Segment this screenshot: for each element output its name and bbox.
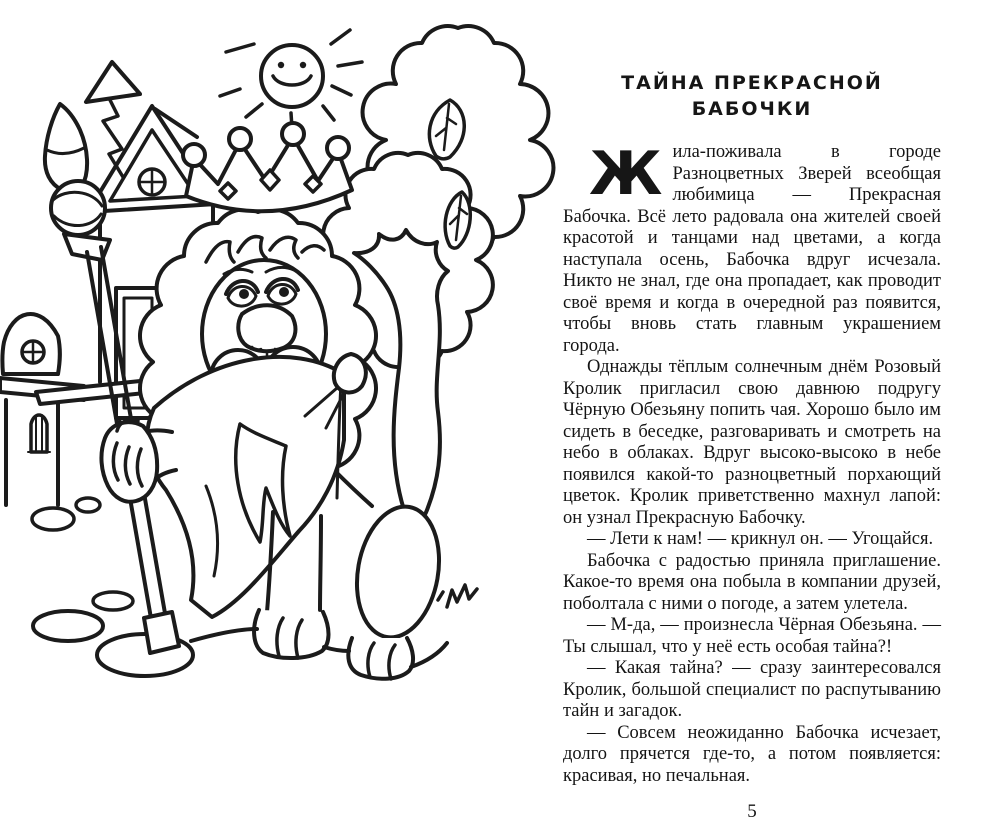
lion-nose	[238, 305, 295, 351]
story-paragraph: — Лети к нам! — крикнул он. — Угощайся.	[587, 529, 934, 549]
lion-illustration	[0, 0, 540, 728]
arched-window-icon	[28, 415, 50, 452]
gable-window-icon	[139, 169, 165, 195]
story-paragraph: Однажды тёплым солнечным днём Розовый Кролик пригласил свою давнюю подругу Чёрную Обезьяну попить чая. Хорошо было им сидеть в беседке, разговаривать и смотреть на небо в облаках. Вдруг высоко-высоко в небе появился какой-то разноцветный порхающий цветок. Кролик приветственно махнул лапой: он узнал Прекрасную Бабочку.	[563, 357, 941, 528]
lion-front-paw	[254, 610, 328, 658]
tower-icon	[0, 314, 90, 505]
story-paragraph: — Какая тайна? — сразу заинтересовался Кролик, большой специалист по распутыванию тайн и загадок.	[563, 658, 941, 721]
lion-hind-leg	[347, 500, 449, 644]
page-number: 5	[747, 801, 757, 822]
grass-icon	[438, 585, 477, 607]
drop-cap: Ж	[589, 139, 663, 209]
tower-window-icon	[22, 341, 44, 363]
story-paragraph: Бабочка с радостью приняла приглашение. Какое-то время она побыла в компании друзей, поболтала с ними о погоде, а затем улетела.	[563, 550, 941, 614]
story-title: ТАЙНА ПРЕКРАСНОЙ БАБОЧКИ	[621, 72, 883, 120]
smiling-sun-icon	[220, 30, 362, 128]
story-column	[563, 70, 941, 823]
lion-hind-paw	[348, 638, 413, 679]
crown-icon	[183, 123, 352, 211]
staff-cuff	[144, 612, 179, 653]
lion-front-paw-grip	[101, 420, 157, 502]
story-paragraph: — М-да, — произнесла Чёрная Обезьяна. — Ты слышал, что у неё есть особая тайна?!	[563, 615, 941, 657]
story-paragraph: — Совсем неожиданно Бабочка исчезает, долго прячется где-то, а потом появляется: красивая, но печальная.	[563, 722, 941, 786]
paragraph-text: ила-поживала в городе Разноцветных Зверей всеобщая любимица — Прекрасная Бабочка. Всё лето радовала она жителей своей красотой и танцами над цветами, а когда наступала осень, Бабочка вдруг исчезала. Никто не знал, где она пропадает, как проводит своё время и когда в очередной раз появится, чтобы вновь стать главным украшением города.	[563, 142, 941, 356]
story-paragraph	[563, 139, 941, 357]
